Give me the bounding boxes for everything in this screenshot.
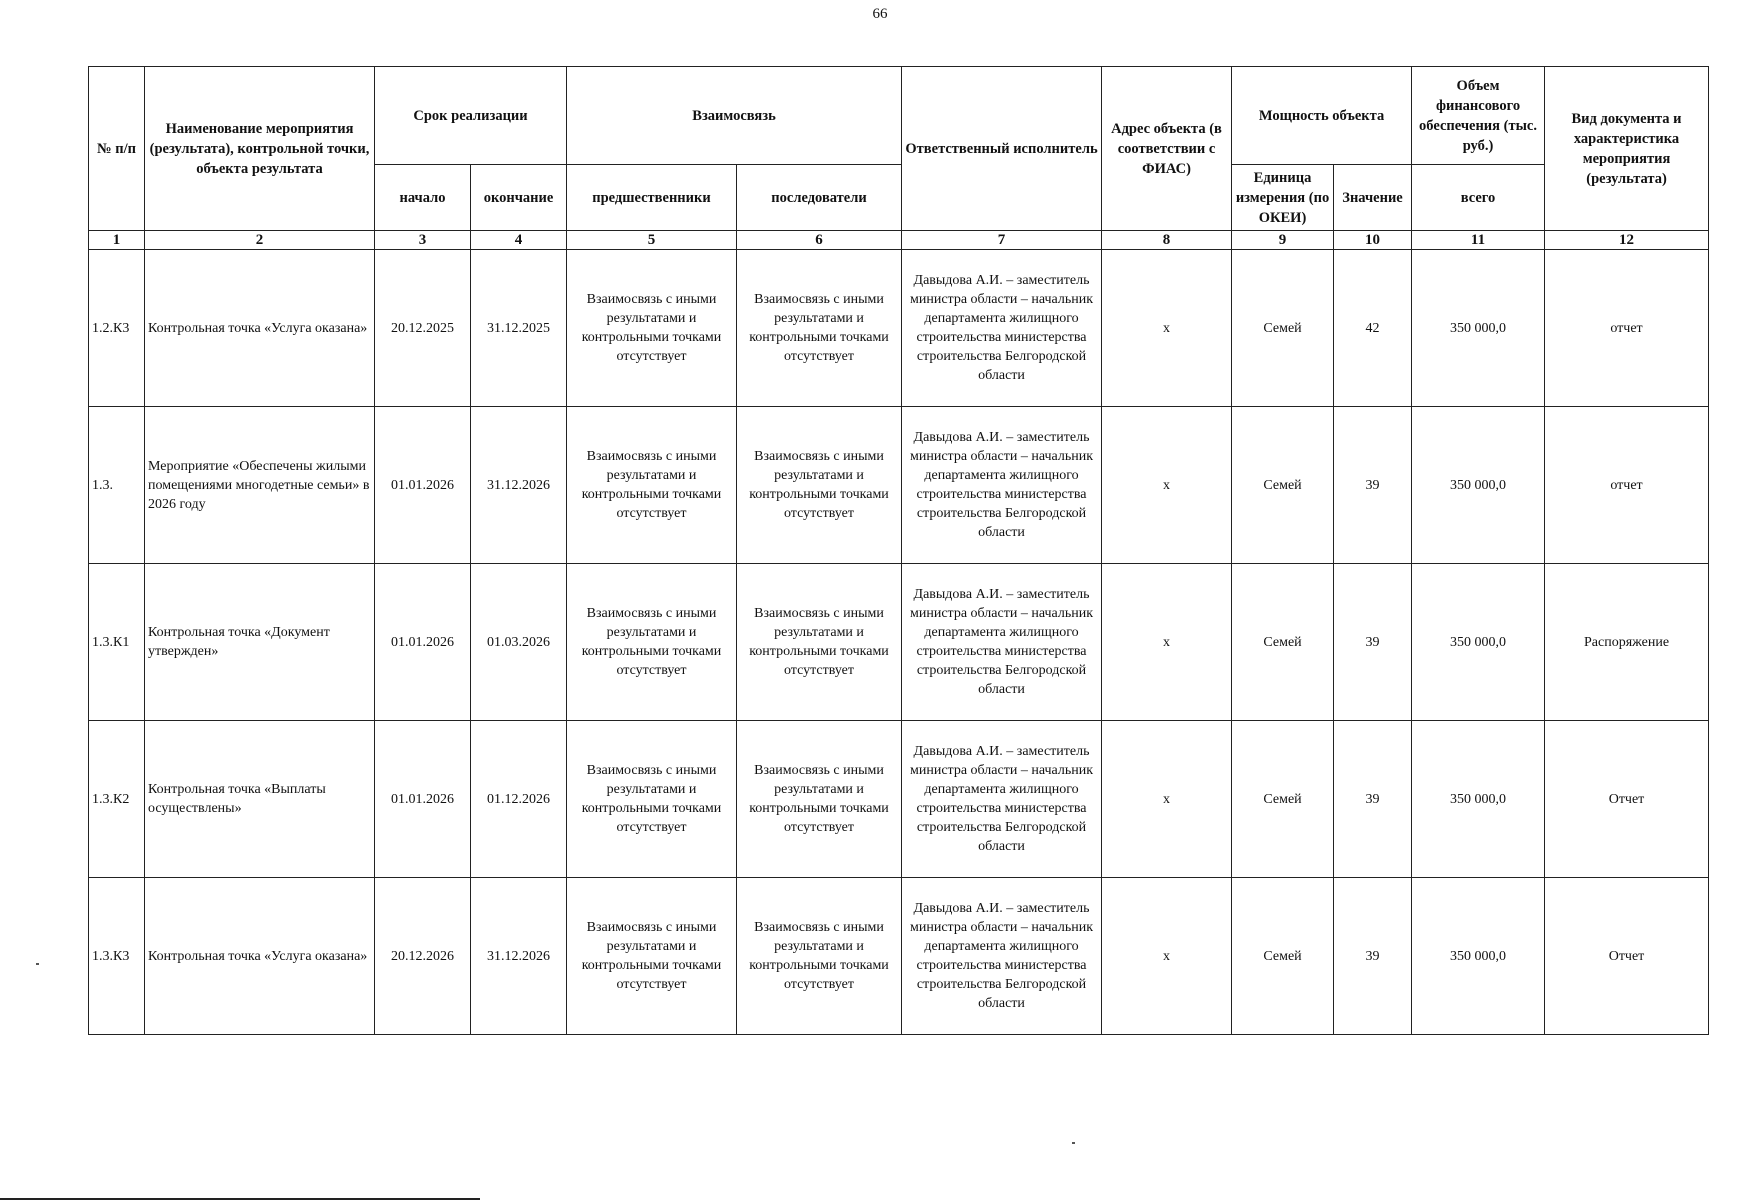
row-value: 39 [1334,721,1412,878]
row-unit: Семей [1232,721,1334,878]
scan-speck [36,963,39,965]
row-pred: Взаимосвязь с иными результатами и контрольными точками отсутствует [567,407,737,564]
row-unit: Семей [1232,250,1334,407]
row-responsible: Давыдова А.И. – заместитель министра области – начальник департамента жилищного строительства министерства строительства Белгородской области [902,250,1102,407]
table-row [89,878,1709,1035]
row-pred: Взаимосвязь с иными результатами и контрольными точками отсутствует [567,250,737,407]
header-num: № п/п [89,67,145,231]
header-period-start: начало [375,165,471,231]
row-end: 01.12.2026 [471,721,567,878]
row-start: 01.01.2026 [375,407,471,564]
row-responsible: Давыдова А.И. – заместитель министра области – начальник департамента жилищного строительства министерства строительства Белгородской области [902,721,1102,878]
table-row [89,564,1709,721]
row-succ: Взаимосвязь с иными результатами и контрольными точками отсутствует [737,564,902,721]
table-row [89,250,1709,407]
row-num: 1.3.К3 [89,878,145,1035]
row-num: 1.2.К3 [89,250,145,407]
row-pred: Взаимосвязь с иными результатами и контрольными точками отсутствует [567,721,737,878]
row-value: 42 [1334,250,1412,407]
row-doc: Распоряжение [1545,564,1709,721]
header-capacity: Мощность объекта [1232,67,1412,165]
row-start: 20.12.2026 [375,878,471,1035]
row-pred: Взаимосвязь с иными результатами и контрольными точками отсутствует [567,878,737,1035]
header-name: Наименование мероприятия (результата), контрольной точки, объекта результата [145,67,375,231]
row-finance: 350 000,0 [1412,250,1545,407]
table-row [89,721,1709,878]
row-value: 39 [1334,564,1412,721]
row-value: 39 [1334,407,1412,564]
column-number: 9 [1232,231,1334,250]
row-address: х [1102,564,1232,721]
row-responsible: Давыдова А.И. – заместитель министра области – начальник департамента жилищного строительства министерства строительства Белгородской области [902,878,1102,1035]
header-finance: Объем финансового обеспечения (тыс. руб.) [1412,67,1545,165]
row-doc: отчет [1545,407,1709,564]
column-number: 5 [567,231,737,250]
column-number: 8 [1102,231,1232,250]
header-capacity-value: Значение [1334,165,1412,231]
row-finance: 350 000,0 [1412,407,1545,564]
column-number: 12 [1545,231,1709,250]
header-link: Взаимосвязь [567,67,902,165]
row-num: 1.3.К1 [89,564,145,721]
column-number: 10 [1334,231,1412,250]
row-end: 01.03.2026 [471,564,567,721]
header-finance-total: всего [1412,165,1545,231]
row-name: Контрольная точка «Документ утвержден» [145,564,375,721]
table-row [89,407,1709,564]
row-start: 20.12.2025 [375,250,471,407]
column-number: 4 [471,231,567,250]
header-period: Срок реализации [375,67,567,165]
column-number: 6 [737,231,902,250]
row-address: х [1102,878,1232,1035]
header-doc-type: Вид документа и характеристика мероприятия (результата) [1545,67,1709,231]
column-number: 1 [89,231,145,250]
row-end: 31.12.2025 [471,250,567,407]
row-responsible: Давыдова А.И. – заместитель министра области – начальник департамента жилищного строительства министерства строительства Белгородской области [902,407,1102,564]
row-succ: Взаимосвязь с иными результатами и контрольными точками отсутствует [737,721,902,878]
row-name: Контрольная точка «Выплаты осуществлены» [145,721,375,878]
header-period-end: окончание [471,165,567,231]
header-capacity-unit: Единица измерения (по ОКЕИ) [1232,165,1334,231]
row-value: 39 [1334,878,1412,1035]
header-link-pred: предшественники [567,165,737,231]
row-name: Контрольная точка «Услуга оказана» [145,250,375,407]
row-doc: отчет [1545,250,1709,407]
header-link-succ: последователи [737,165,902,231]
header-row-1 [89,67,1709,165]
row-num: 1.3.К2 [89,721,145,878]
row-start: 01.01.2026 [375,564,471,721]
row-finance: 350 000,0 [1412,878,1545,1035]
column-number: 7 [902,231,1102,250]
row-unit: Семей [1232,878,1334,1035]
header-address: Адрес объекта (в соответствии с ФИАС) [1102,67,1232,231]
row-finance: 350 000,0 [1412,721,1545,878]
row-doc: Отчет [1545,721,1709,878]
row-num: 1.3. [89,407,145,564]
row-unit: Семей [1232,564,1334,721]
row-address: х [1102,407,1232,564]
row-name: Мероприятие «Обеспечены жилыми помещениями многодетные семьи» в 2026 году [145,407,375,564]
row-end: 31.12.2026 [471,407,567,564]
column-number: 11 [1412,231,1545,250]
row-pred: Взаимосвязь с иными результатами и контрольными точками отсутствует [567,564,737,721]
header-responsible: Ответственный исполнитель [902,67,1102,231]
row-unit: Семей [1232,407,1334,564]
row-finance: 350 000,0 [1412,564,1545,721]
row-address: х [1102,721,1232,878]
row-address: х [1102,250,1232,407]
row-succ: Взаимосвязь с иными результатами и контрольными точками отсутствует [737,407,902,564]
row-succ: Взаимосвязь с иными результатами и контрольными точками отсутствует [737,250,902,407]
row-succ: Взаимосвязь с иными результатами и контрольными точками отсутствует [737,878,902,1035]
column-number: 2 [145,231,375,250]
scan-speck [1072,1142,1075,1144]
activities-table [88,66,1709,1035]
row-doc: Отчет [1545,878,1709,1035]
row-start: 01.01.2026 [375,721,471,878]
column-number-row [89,231,1709,250]
column-number: 3 [375,231,471,250]
row-end: 31.12.2026 [471,878,567,1035]
page-number: 66 [872,6,888,22]
row-name: Контрольная точка «Услуга оказана» [145,878,375,1035]
row-responsible: Давыдова А.И. – заместитель министра области – начальник департамента жилищного строительства министерства строительства Белгородской области [902,564,1102,721]
